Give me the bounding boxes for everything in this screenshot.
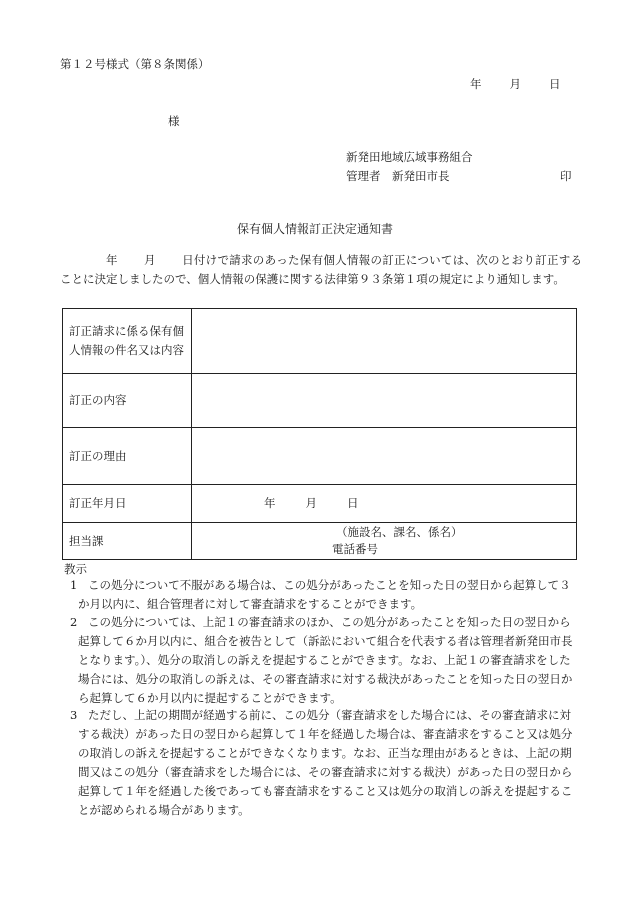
department-name-hint: （施設名、課名、係名）: [336, 525, 463, 539]
instruction-text: ただし、上記の期間が経過する前に、この処分（審査請求をした場合には、その審査請求に対する裁決）があった日の翌日から起算して１年を経過した場合は、審査請求をすること又は処分の取消しの訴えを提起することができなくなります。なお、正当な理由があるときは、上記の期間又はこの処分（審査請求をした場合には、その審査請求に対する裁決）があった日の翌日から起算して１年を経過した後であっても審査請求をすること又は処分の取消しの訴えを提起することが認められる場合があります。: [78, 708, 573, 817]
department-label: 担当課: [63, 523, 192, 560]
correction-reason-label: 訂正の理由: [63, 428, 192, 485]
intro-month: 月: [143, 253, 156, 267]
instruction-number: 1: [70, 578, 78, 592]
table-row: [63, 374, 577, 428]
correction-content-label: 訂正の内容: [63, 374, 192, 428]
instruction-number: 2: [70, 615, 78, 629]
header-date: [470, 76, 561, 92]
addressee-suffix: 様: [168, 114, 180, 128]
intro-year: 年: [106, 253, 118, 267]
issuer-manager: 管理者 新発田市長: [346, 169, 450, 183]
table-row: [63, 428, 577, 485]
subject-value: [192, 309, 577, 374]
instructions-heading: 教示: [64, 562, 87, 576]
correction-reason-value: [192, 428, 577, 485]
department-value: [192, 523, 577, 560]
instruction-number: 3: [70, 708, 78, 722]
instruction-item: [64, 706, 576, 820]
table-row: [63, 523, 577, 560]
correction-date-day: 日: [347, 496, 359, 510]
instruction-item: [64, 613, 576, 708]
department-phone-hint: 電話番号: [332, 542, 378, 556]
correction-date-label: 訂正年月日: [63, 485, 192, 523]
header-date-year: 年: [470, 77, 482, 91]
correction-content-value: [192, 374, 577, 428]
instruction-item: [64, 576, 576, 614]
correction-date-value: [192, 485, 577, 523]
subject-label: 訂正請求に係る保有個人情報の件名又は内容: [63, 309, 192, 374]
correction-date-year: 年: [264, 496, 276, 510]
intro-text: 日付けで請求のあった保有個人情報の訂正については、次のとおり訂正することに決定しましたので、個人情報の保護に関する法律第９３条第１項の規定により通知します。: [60, 253, 582, 286]
instruction-text: この処分について不服がある場合は、この処分があったことを知った日の翌日から起算して３か月以内に、組合管理者に対して審査請求をすることができます。: [78, 578, 571, 611]
intro-paragraph: [60, 251, 582, 289]
form-number: 第１２号様式（第８条関係）: [60, 57, 210, 71]
header-date-month: 月: [509, 77, 521, 91]
info-table: [62, 308, 577, 560]
table-row: [63, 309, 577, 374]
document-title: 保有個人情報訂正決定通知書: [236, 222, 393, 236]
instruction-text: この処分については、上記１の審査請求のほか、この処分があったことを知った日の翌日から起算して６か月以内に、組合を被告として（訴訟において組合を代表する者は管理者新発田市長となります。）、処分の取消しの訴えを提起することができます。なお、上記１の審査請求をした場合には、処分の取消しの訴えは、その審査請求に対する裁決があったことを知った日の翌日から起算して６か月以内に提起することができます。: [78, 615, 573, 705]
table-row: [63, 485, 577, 523]
issuer-org: 新発田地域広域事務組合: [346, 150, 473, 164]
header-date-day: 日: [549, 77, 561, 91]
correction-date-month: 月: [305, 496, 317, 510]
seal-mark: 印: [560, 169, 572, 183]
